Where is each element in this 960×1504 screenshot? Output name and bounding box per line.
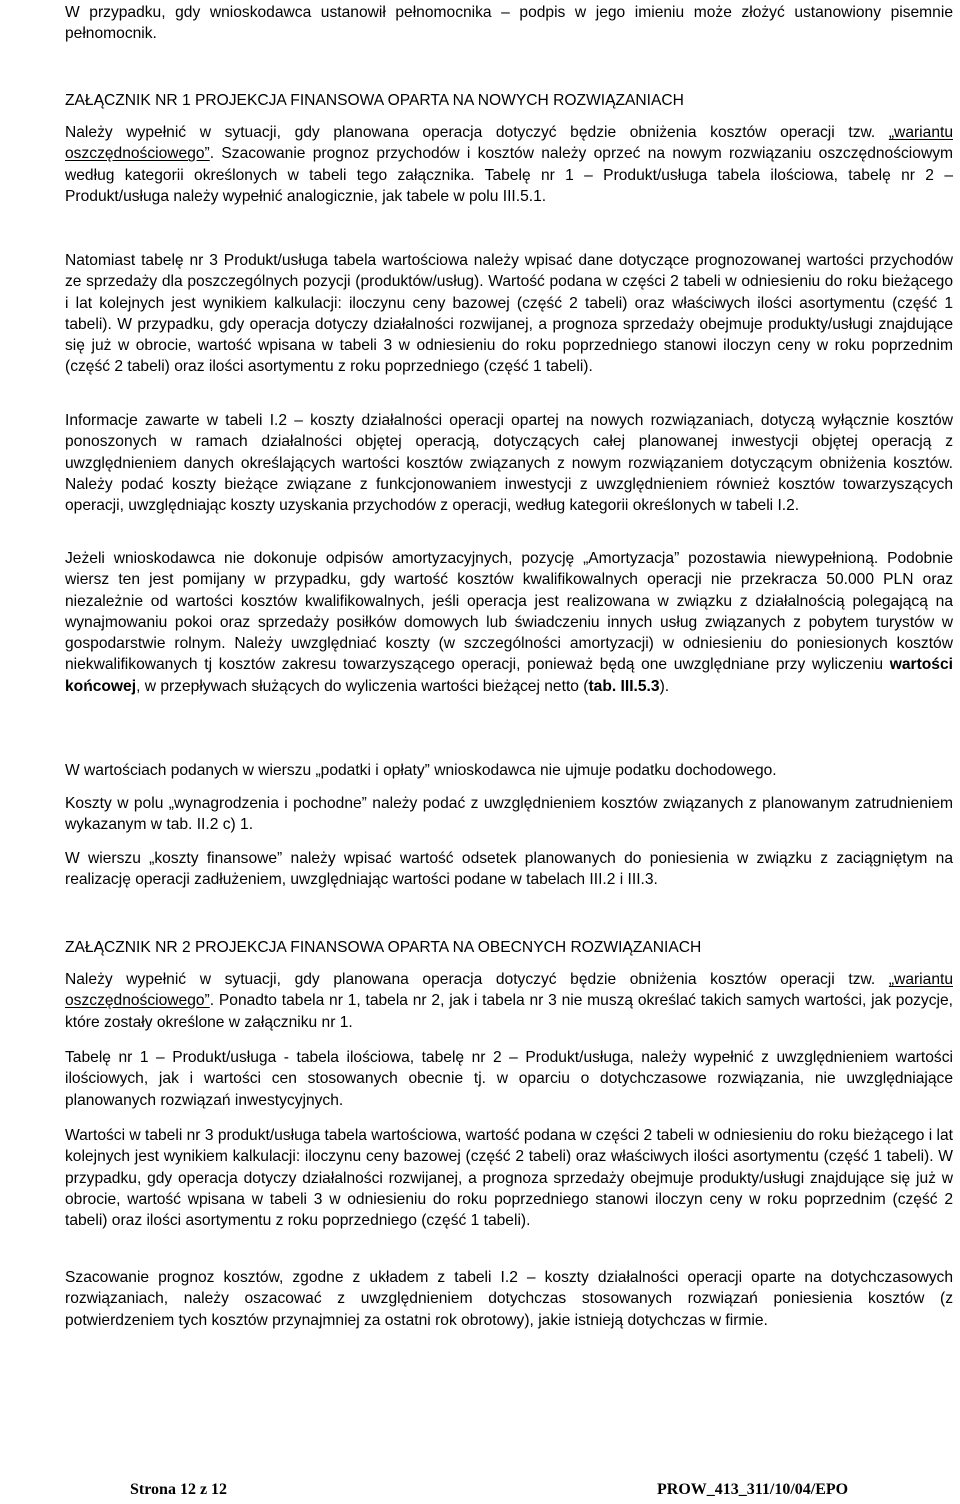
annex2-paragraph-1: Należy wypełnić w sytuacji, gdy planowana operacja dotyczyć będzie obniżenia kosztów operacji tzw. „wariantu oszczędnościowego”. Ponadto tabela nr 1, tabela nr 2, jak i tabela nr 3 nie muszą określać takich samych wartości, jak pozycje, które zostały określone w załączniku nr 1. [65,971,953,1031]
annex1-paragraph-6: Koszty w polu „wynagrodzenia i pochodne” należy podać z uwzględnieniem kosztów związanych z planowanym zatrudnieniem wykazanym w tab. II.2 c) 1. [65,795,953,834]
annex1-paragraph-1: Należy wypełnić w sytuacji, gdy planowana operacja dotyczyć będzie obniżenia kosztów operacji tzw. „wariantu oszczędnościowego”. Szacowanie prognoz przychodów i kosztów należy oprzeć na nowym rozwiązaniu oszczędnościowym według kategorii określonych w tabeli tego załącznika. Tabelę nr 1 – Produkt/usługa tabela ilościowa, tabelę nr 2 – Produkt/usługa należy wypełnić analogicznie, jak tabele w polu III.5.1. [65,124,953,205]
annex1-paragraph-5: W wartościach podanych w wierszu „podatki i opłaty” wnioskodawca nie ujmuje podatku dochodowego. [65,762,777,779]
annex1-paragraph-3: Informacje zawarte w tabeli I.2 – koszty działalności operacji opartej na nowych rozwiązaniach, dotyczą wyłącznie kosztów ponoszonych w ramach działalności objętej operacją, dotyczących całej planowanej inwestycji objętej operacją z uwzględnieniem danych określających wartości kosztów związanych z nowym rozwiązaniem dotyczącym obniżenia kosztów. Należy podać koszty bieżące związane z funkcjonowaniem inwestycji z uwzględnieniem również kosztów towarzyszących operacji, uwzględniając koszty uzyskania przychodów z operacji, według kategorii określonych w tabeli I.2. [65,412,953,515]
table-reference: tab. III.5.3 [588,677,660,695]
annex2-paragraph-3: Wartości w tabeli nr 3 produkt/usługa tabela wartościowa, wartość podana w części 2 tabeli w odniesieniu do roku bieżącego i lat kolejnych jest wynikiem kalkulacji: iloczynu ceny bazowej (część 2 tabeli) oraz właściwych ilości asortymentu (część 1 tabeli). W przypadku, gdy operacja dotyczy działalności rozwijanej, a prognoza sprzedaży obejmuje produkty/usługi znajdujące się już w obrocie, wartość wpisana w tabeli 3 w odniesieniu do roku poprzedniego stanowi iloczyn ceny w roku poprzednim (część 2 tabeli) oraz ilości asortymentu z roku poprzedniego (część 1 tabeli). [65,1127,953,1230]
proxy-signature-note-text: W przypadku, gdy wnioskodawca ustanowił pełnomocnika – podpis w jego imieniu może złożyć ustanowiony pisemnie pełnomocnik. [65,4,953,43]
annex1-heading: ZAŁĄCZNIK NR 1 PROJEKCJA FINANSOWA OPARTA NA NOWYCH ROZWIĄZANIACH [65,92,684,109]
page-number: Strona 12 z 12 [130,1481,228,1498]
savings-variant-term: „wariantu oszczędnościowego” [65,124,953,163]
final-value-term: wartości końcowej [65,656,953,695]
proxy-signature-note [65,2,953,45]
annex1-paragraph-7: W wierszu „koszty finansowe” należy wpisać wartość odsetek planowanych do poniesienia w związku z zaciągniętym na realizację operacji zadłużeniem, uwzględniając wartości podane w tabelach III.2 i III.3. [65,850,953,889]
document-code: PROW_413_311/10/04/EPO [657,1481,849,1498]
annex1-paragraph-2: Natomiast tabelę nr 3 Produkt/usługa tabela wartościowa należy wpisać dane dotyczące prognozowanej wartości przychodów ze sprzedaży dla poszczególnych pozycji (produktów/usług). Wartość podana w części 2 tabeli w odniesieniu do roku bieżącego i lat kolejnych jest wynikiem kalkulacji: iloczynu ceny bazowej (część 2 tabeli) oraz właściwych ilości asortymentu (część 1 tabeli). W przypadku, gdy operacja dotyczy działalności rozwijanej, a prognoza sprzedaży obejmuje produkty/usługi znajdujące się już w obrocie, wartość wpisana w tabeli 3 w odniesieniu do roku poprzedniego stanowi iloczyn ceny w roku poprzednim (część 2 tabeli) oraz ilości asortymentu z roku poprzedniego (część 1 tabeli). [65,252,953,376]
annex2-heading: ZAŁĄCZNIK NR 2 PROJEKCJA FINANSOWA OPARTA NA OBECNYCH ROZWIĄZANIACH [65,939,702,956]
annex2-paragraph-2: Tabelę nr 1 – Produkt/usługa - tabela ilościowa, tabelę nr 2 – Produkt/usługa, należy wypełnić z uwzględnieniem wartości ilościowych, jak i wartości cen stosowanych obecnie tj. w oparciu o dotychczasowe rozwiązania, nie uwzględniające planowanych rozwiązań inwestycyjnych. [65,1049,953,1109]
annex1-paragraph-4: Jeżeli wnioskodawca nie dokonuje odpisów amortyzacyjnych, pozycję „Amortyzacja” pozostawia niewypełnioną. Podobnie wiersz ten jest pomijany w przypadku, gdy wartość kosztów kwalifikowalnych operacji nie przekracza 50.000 PLN oraz niezależnie od wartości kosztów kwalifikowalnych, jeśli operacja jest realizowana w związku z działalnością polegającą na wynajmowaniu pokoi oraz sprzedaży posiłków domowych lub świadczeniu innych usług związanych z pobytem turystów w gospodarstwie rolnym. Należy uwzględniać koszty (w szczególności amortyzacji) w odniesieniu do poniesionych kosztów niekwalifikowanych tj kosztów zakresu towarzyszącego operacji, ponieważ będą one uwzględniane przy wyliczeniu wartości końcowej, w przepływach służących do wyliczenia wartości bieżącej netto (tab. III.5.3). [65,550,953,695]
savings-variant-term: „wariantu oszczędnościowego” [65,971,953,1010]
annex2-paragraph-4: Szacowanie prognoz kosztów, zgodne z układem z tabeli I.2 – koszty działalności operacji oparte na dotychczasowych rozwiązaniach, należy oszacować z uwzględnieniem dotychczas stosowanych rozwiązań poniesienia kosztów (z potwierdzeniem tych kosztów przynajmniej za ostatni rok obrotowy), jakie istnieją dotychczas w firmie. [65,1269,953,1329]
